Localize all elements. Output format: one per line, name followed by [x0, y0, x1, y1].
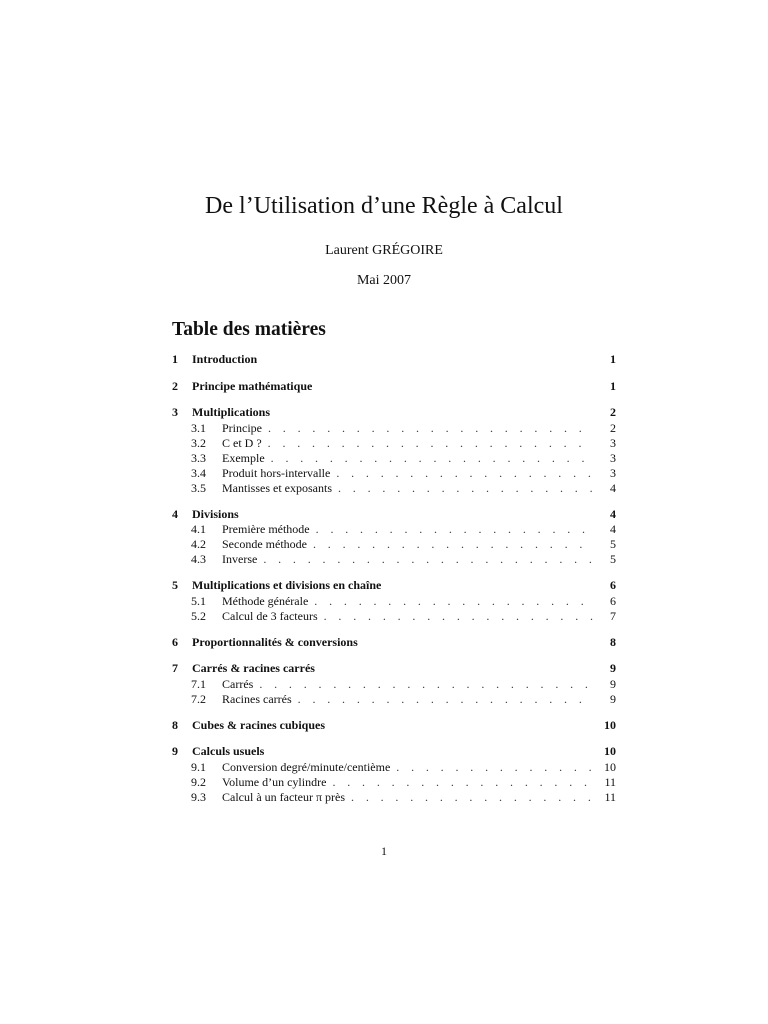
toc-dot-leader [271, 451, 594, 466]
toc-entry-title: Principe mathématique [192, 378, 313, 393]
toc-entry-number: 1 [172, 352, 178, 366]
toc-entry-number: 4.3 [191, 552, 206, 566]
toc-entry-page: 9 [610, 691, 616, 706]
toc-dot-leader [263, 552, 594, 567]
toc-dot-leader [332, 775, 594, 790]
toc-entry-title: C et D ? [222, 435, 262, 450]
toc-entry-number: 7.2 [191, 691, 206, 706]
toc-entry-subsection[interactable] [172, 775, 616, 790]
toc-entry-number: 7.1 [191, 676, 206, 691]
toc-entry-section[interactable] [172, 405, 616, 421]
toc-entry-number: 4.1 [191, 522, 206, 536]
toc-section [172, 379, 616, 395]
toc-entry-subsection[interactable] [172, 481, 616, 496]
toc-entry-section[interactable] [172, 379, 616, 395]
toc-entry-subsection[interactable] [172, 760, 616, 775]
document-date: Mai 2007 [356, 273, 412, 288]
toc-entry-page: 6 [610, 578, 616, 592]
toc-entry-title: Principe [222, 420, 262, 435]
toc-section [172, 661, 616, 707]
toc-section [172, 744, 616, 805]
toc-entry-number: 3.2 [191, 435, 206, 450]
toc-dot-leader [338, 481, 594, 496]
toc-dot-leader [316, 522, 594, 537]
toc-entry-page: 4 [610, 522, 616, 536]
toc-entry-title: Inverse [222, 552, 258, 566]
toc-entry-number: 4.2 [191, 537, 206, 551]
toc-entry-page: 9 [610, 676, 616, 691]
toc-entry-page: 7 [610, 608, 616, 623]
document-author: Laurent GRÉGOIRE [325, 243, 443, 258]
toc-entry-title: Multiplications [192, 405, 271, 419]
toc-entry-page: 2 [610, 405, 616, 419]
toc-entry-subsection[interactable] [172, 451, 616, 466]
toc-entry-page: 1 [610, 378, 616, 393]
toc-entry-section[interactable] [172, 661, 616, 677]
toc-entry-title: Volume d’un cylindre [222, 774, 327, 789]
toc-entry-title: Conversion degré/minute/centième [222, 759, 391, 774]
toc-entry-title: Calcul à un facteur π près [222, 789, 346, 804]
toc-dot-leader [268, 436, 594, 451]
toc-entry-title: Seconde méthode [222, 537, 307, 551]
toc-entry-page: 3 [610, 465, 616, 480]
toc-entry-number: 3.4 [191, 465, 206, 480]
toc-section [172, 507, 616, 568]
toc-entry-page: 8 [610, 634, 616, 649]
toc-dot-leader [259, 677, 594, 692]
toc-entry-page: 6 [610, 593, 616, 608]
toc-dot-leader [313, 537, 594, 552]
toc-entry-number: 5.1 [191, 593, 206, 608]
toc-entry-page: 5 [610, 552, 616, 566]
toc-entry-section[interactable] [172, 744, 616, 760]
toc-entry-subsection[interactable] [172, 609, 616, 624]
toc-entry-number: 2 [172, 378, 178, 393]
toc-entry-subsection[interactable] [172, 466, 616, 481]
toc-entry-page: 10 [604, 717, 616, 732]
toc-dot-leader [396, 760, 594, 775]
toc-entry-number: 3.1 [191, 420, 206, 435]
toc-entry-number: 3.5 [191, 480, 206, 495]
toc-entry-page: 11 [604, 774, 616, 789]
toc-dot-leader [268, 421, 594, 436]
toc-entry-page: 5 [610, 537, 616, 551]
toc-entry-number: 9.1 [191, 759, 206, 774]
toc-entry-page: 11 [604, 789, 616, 804]
toc-section [172, 578, 616, 624]
toc-entry-title: Racines carrés [222, 691, 292, 706]
toc-entry-number: 9 [172, 744, 178, 758]
toc-entry-title: Multiplications et divisions en chaîne [192, 578, 382, 592]
toc-entry-number: 9.2 [191, 774, 206, 789]
toc-entry-section[interactable] [172, 352, 616, 368]
toc-entry-title: Introduction [192, 352, 258, 366]
toc-section [172, 718, 616, 734]
toc-section [172, 352, 616, 368]
toc-entry-title: Carrés [222, 676, 254, 691]
toc-entry-number: 7 [172, 661, 178, 675]
toc-entry-number: 5 [172, 578, 178, 592]
toc-section [172, 405, 616, 496]
toc-entry-section[interactable] [172, 718, 616, 734]
toc-entry-number: 9.3 [191, 789, 206, 804]
toc-entry-subsection[interactable] [172, 421, 616, 436]
toc-entry-number: 5.2 [191, 608, 206, 623]
toc-entry-number: 3 [172, 405, 178, 419]
toc-entry-title: Exemple [222, 450, 265, 465]
toc-entry-title: Calculs usuels [192, 744, 265, 758]
toc-entry-page: 2 [610, 420, 616, 435]
toc-entry-page: 3 [610, 450, 616, 465]
toc-entry-title: Proportionnalités & conversions [192, 634, 358, 649]
toc-entry-subsection[interactable] [172, 537, 616, 552]
toc-entry-number: 3.3 [191, 450, 206, 465]
toc-entry-title: Méthode générale [222, 593, 309, 608]
toc-dot-leader [314, 594, 594, 609]
toc-entry-page: 10 [604, 744, 616, 758]
toc-entry-section[interactable] [172, 578, 616, 594]
toc-entry-page: 4 [610, 506, 616, 521]
toc-entry-number: 6 [172, 634, 178, 649]
table-of-contents [172, 352, 616, 816]
toc-entry-title: Carrés & racines carrés [192, 661, 315, 675]
toc-entry-subsection[interactable] [172, 552, 616, 567]
toc-entry-subsection[interactable] [172, 594, 616, 609]
page-number: 1 [381, 844, 387, 858]
toc-entry-title: Première méthode [222, 522, 310, 536]
toc-dot-leader [336, 466, 594, 481]
toc-dot-leader [351, 790, 594, 805]
document-title: De l’Utilisation d’une Règle à Calcul [205, 193, 563, 219]
toc-entry-subsection[interactable] [172, 522, 616, 537]
toc-entry-page: 3 [610, 435, 616, 450]
toc-entry-section[interactable] [172, 635, 616, 651]
toc-entry-title: Cubes & racines cubiques [192, 717, 326, 732]
toc-entry-number: 8 [172, 717, 178, 732]
toc-entry-page: 1 [610, 352, 616, 366]
toc-dot-leader [298, 692, 594, 707]
toc-dot-leader [324, 609, 594, 624]
toc-section [172, 635, 616, 651]
toc-entry-subsection[interactable] [172, 677, 616, 692]
toc-heading: Table des matières [172, 319, 326, 340]
toc-entry-page: 10 [604, 759, 616, 774]
toc-entry-subsection[interactable] [172, 436, 616, 451]
toc-entry-section[interactable] [172, 507, 616, 523]
toc-entry-number: 4 [172, 506, 178, 521]
toc-entry-page: 9 [610, 661, 616, 675]
toc-entry-title: Calcul de 3 facteurs [222, 608, 318, 623]
toc-entry-subsection[interactable] [172, 692, 616, 707]
toc-entry-title: Produit hors-intervalle [222, 465, 331, 480]
toc-entry-subsection[interactable] [172, 790, 616, 805]
toc-entry-title: Mantisses et exposants [222, 480, 332, 495]
toc-entry-page: 4 [610, 480, 616, 495]
toc-entry-title: Divisions [192, 506, 239, 521]
